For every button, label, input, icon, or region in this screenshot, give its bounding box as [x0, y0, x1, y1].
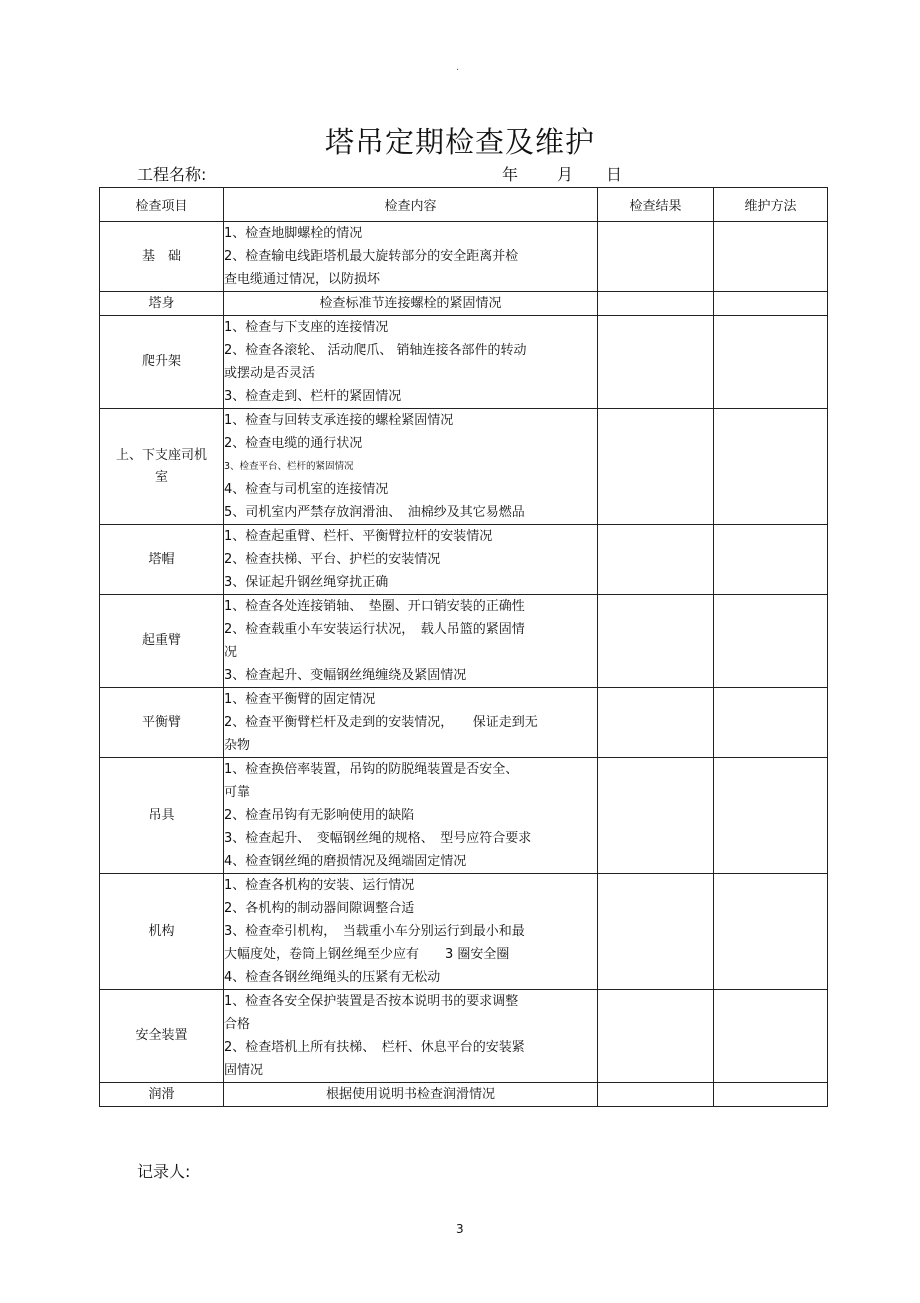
maintenance-method-cell[interactable] — [714, 525, 828, 595]
content-line: 况 — [224, 645, 238, 660]
table-body — [100, 222, 828, 1107]
content-line: 4、检查与司机室的连接情况 — [224, 482, 389, 497]
check-content-cell — [224, 758, 598, 874]
check-result-cell[interactable] — [598, 688, 714, 758]
maintenance-method-cell[interactable] — [714, 409, 828, 525]
table-row — [100, 316, 828, 409]
content-line: 1、检查平衡臂的固定情况 — [224, 692, 376, 707]
table-row — [100, 595, 828, 688]
header-dot: . — [456, 62, 460, 73]
maintenance-method-cell[interactable] — [714, 292, 828, 316]
content-line: 1、检查地脚螺栓的情况 — [224, 226, 363, 241]
check-content-cell — [224, 409, 598, 525]
check-content-cell — [224, 316, 598, 409]
check-item-cell: 润滑 — [100, 1083, 224, 1107]
check-content-cell — [224, 525, 598, 595]
content-line: 4、检查各钢丝绳绳头的压紧有无松动 — [224, 970, 441, 985]
check-content-cell — [224, 595, 598, 688]
date-month-label: 月 — [557, 165, 574, 184]
check-content-cell — [224, 688, 598, 758]
content-line: 3、检查起升、 变幅钢丝绳的规格、 型号应符合要求 — [224, 831, 532, 846]
content-line: 2、检查塔机上所有扶梯、 栏杆、休息平台的安装紧 — [224, 1040, 525, 1055]
check-item-cell: 机构 — [100, 874, 224, 990]
table-row — [100, 688, 828, 758]
check-item-cell: 爬升架 — [100, 316, 224, 409]
check-content-cell — [224, 874, 598, 990]
content-line: 2、各机构的制动器间隙调整合适 — [224, 901, 415, 916]
check-content-cell — [224, 990, 598, 1083]
content-line: 2、检查电缆的通行状况 — [224, 436, 363, 451]
column-header-method: 维护方法 — [714, 188, 828, 222]
column-header-result: 检查结果 — [598, 188, 714, 222]
check-result-cell[interactable] — [598, 525, 714, 595]
maintenance-method-cell[interactable] — [714, 758, 828, 874]
content-line: 3、检查平台、栏杆的紧固情况 — [224, 461, 354, 472]
content-line: 3、保证起升钢丝绳穿扰正确 — [224, 575, 389, 590]
content-line: 1、检查各安全保护装置是否按本说明书的要求调整 — [224, 994, 519, 1009]
content-line: 查电缆通过情况，以防损坏 — [224, 272, 381, 287]
content-line: 1、检查各处连接销轴、 垫圈、开口销安装的正确性 — [224, 599, 525, 614]
check-item-cell: 安全装置 — [100, 990, 224, 1083]
check-item-cell: 吊具 — [100, 758, 224, 874]
content-line: 5、司机室内严禁存放润滑油、 油棉纱及其它易燃品 — [224, 505, 525, 520]
table-row — [100, 292, 828, 316]
check-result-cell[interactable] — [598, 1083, 714, 1107]
content-line: 1、检查与回转支承连接的螺栓紧固情况 — [224, 413, 454, 428]
check-item-cell: 起重臂 — [100, 595, 224, 688]
project-name-label: 工程名称: — [137, 165, 207, 184]
maintenance-method-cell[interactable] — [714, 316, 828, 409]
check-content-cell — [224, 292, 598, 316]
date-day-label: 日 — [606, 165, 623, 184]
content-line: 合格 — [224, 1017, 251, 1032]
content-line: 1、检查起重臂、栏杆、平衡臂拉杆的安装情况 — [224, 529, 493, 544]
inspection-table — [99, 187, 828, 1107]
check-result-cell[interactable] — [598, 595, 714, 688]
content-line: 4、检查钢丝绳的磨损情况及绳端固定情况 — [224, 854, 467, 869]
column-header-content: 检查内容 — [224, 188, 598, 222]
check-content-cell — [224, 1083, 598, 1107]
check-result-cell[interactable] — [598, 990, 714, 1083]
content-line: 可靠 — [224, 785, 251, 800]
content-line: 3、检查起升、变幅钢丝绳缠绕及紧固情况 — [224, 668, 467, 683]
table-row — [100, 222, 828, 292]
check-result-cell[interactable] — [598, 222, 714, 292]
date-year-label: 年 — [502, 165, 519, 184]
check-item-cell: 上、下支座司机室 — [100, 409, 224, 525]
content-line: 2、检查平衡臂栏杆及走到的安装情况， 保证走到无 — [224, 715, 538, 730]
check-result-cell[interactable] — [598, 874, 714, 990]
check-result-cell[interactable] — [598, 758, 714, 874]
check-result-cell[interactable] — [598, 292, 714, 316]
maintenance-method-cell[interactable] — [714, 595, 828, 688]
check-item-cell: 塔帽 — [100, 525, 224, 595]
check-result-cell[interactable] — [598, 409, 714, 525]
column-header-item: 检查项目 — [100, 188, 224, 222]
recorder-label: 记录人: — [137, 1162, 191, 1181]
check-content-cell — [224, 222, 598, 292]
content-line: 2、检查输电线距塔机最大旋转部分的安全距离并检 — [224, 249, 519, 264]
content-line: 2、检查吊钩有无影响使用的缺陷 — [224, 808, 415, 823]
content-line: 根据使用说明书检查润滑情况 — [325, 1087, 495, 1102]
table-row — [100, 525, 828, 595]
table-row — [100, 758, 828, 874]
maintenance-method-cell[interactable] — [714, 688, 828, 758]
content-line: 1、检查各机构的安装、运行情况 — [224, 878, 415, 893]
maintenance-method-cell[interactable] — [714, 990, 828, 1083]
content-line: 3、检查牵引机构， 当载重小车分别运行到最小和最 — [224, 924, 525, 939]
check-item-cell: 平衡臂 — [100, 688, 224, 758]
content-line: 大幅度处，卷筒上钢丝绳至少应有 3 圈安全圈 — [224, 947, 510, 962]
check-item-cell: 基 础 — [100, 222, 224, 292]
table-row — [100, 874, 828, 990]
table-row — [100, 1083, 828, 1107]
table-row — [100, 409, 828, 525]
content-line: 1、检查与下支座的连接情况 — [224, 320, 389, 335]
content-line: 2、检查扶梯、平台、护栏的安装情况 — [224, 552, 441, 567]
maintenance-method-cell[interactable] — [714, 1083, 828, 1107]
content-line: 1、检查换倍率装置，吊钩的防脱绳装置是否安全、 — [224, 762, 519, 777]
content-line: 检查标准节连接螺栓的紧固情况 — [319, 296, 502, 311]
content-line: 3、检查走到、栏杆的紧固情况 — [224, 389, 402, 404]
maintenance-method-cell[interactable] — [714, 874, 828, 990]
page-title: 塔吊定期检查及维护 — [324, 125, 595, 159]
table-header-row — [100, 188, 828, 222]
content-line: 2、检查载重小车安装运行状况， 载人吊篮的紧固情 — [224, 622, 525, 637]
content-line: 杂物 — [224, 738, 251, 753]
check-item-cell: 塔身 — [100, 292, 224, 316]
maintenance-method-cell[interactable] — [714, 222, 828, 292]
table-row — [100, 990, 828, 1083]
page-number: 3 — [456, 1222, 464, 1236]
content-line: 或摆动是否灵活 — [224, 366, 316, 381]
content-line: 2、检查各滚轮、 活动爬爪、 销轴连接各部件的转动 — [224, 343, 527, 358]
content-line: 固情况 — [224, 1063, 264, 1078]
check-result-cell[interactable] — [598, 316, 714, 409]
